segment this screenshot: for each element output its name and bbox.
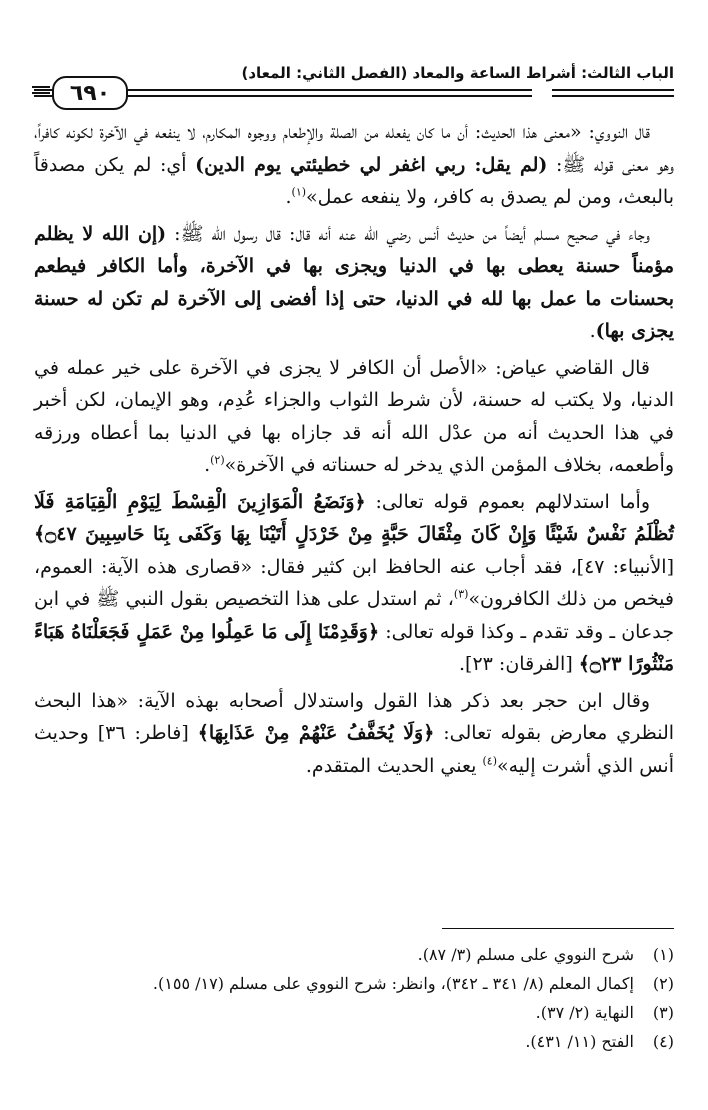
header-rule	[552, 89, 674, 91]
text-run: .	[285, 186, 292, 208]
page-number-ornament	[32, 92, 50, 94]
header-rule	[552, 95, 674, 97]
footnote-ref: (١)	[291, 185, 307, 199]
footnote-number: (٣)	[652, 1003, 674, 1022]
footnote-number: (١)	[652, 945, 674, 964]
footnote-separator	[442, 928, 674, 929]
text-run: أي: لم يكن مصدقاً بالبعث، ومن لم يصدق به كافر، ولا ينفعه عمل»	[34, 153, 674, 208]
text-run: [الأنبياء: ٤٧]، فقد أجاب عنه الحافظ ابن كثير فقال: «قصارى هذه الآية: العموم، فيخص من ذلك الكافرون»	[34, 555, 674, 610]
text-run: [الفرقان: ٢٣].	[459, 653, 579, 675]
footnotes	[34, 940, 674, 1056]
footnote	[34, 940, 674, 969]
quran-verse: ﴿وَلَا يُخَفَّفُ عَنْهُمْ مِنْ عَذَابِهَا﴾	[197, 722, 435, 744]
page-number-ornament	[32, 86, 50, 88]
paragraph	[34, 685, 674, 783]
quran-verse: ﴿وَنَضَعُ الْمَوَازِينَ الْقِسْطَ لِيَوْمِ الْقِيَامَةِ فَلَا تُظْلَمُ نَفْسٌ شَيْئًا وَإِنْ كَانَ مِثْقَالَ حَبَّةٍ مِنْ خَرْدَلٍ أَتَيْنَا بِهَا وَكَفَى بِنَا حَاسِبِينَ ۝٤٧﴾	[34, 490, 674, 545]
text-run: قال القاضي عياض: «الأصل أن الكافر لا يجزى في الآخرة على خير عمله في الدنيا، ولا يكتب له حسنة، لأن شرط الثواب والجزاء عُدِم، وهو الإيمان، لكن أخبر في هذا الحديث أنه من عدْل الله أنه قد جازاه بها في الدنيا بما أعطاه ورزقه وأطعمه، بخلاف المؤمن الذي يدخر له حسناته في الآخرة»	[34, 356, 674, 476]
footnote-text: النهاية (٢/ ٣٧).	[535, 1003, 634, 1022]
paragraph	[34, 116, 674, 214]
footnote	[34, 969, 674, 998]
footnote-number: (٤)	[652, 1032, 674, 1051]
text-run: .	[589, 320, 596, 342]
text-run: وقال ابن حجر بعد ذكر هذا القول واستدلال أصحابه بهذه الآية: «هذا البحث النظري معارض بقوله تعالى:	[34, 689, 675, 744]
text-run: يعني الحديث المتقدم.	[305, 754, 483, 777]
text-run: قال النووي: «معنى هذا الحديث: أن ما كان يفعله من الصلة والإطعام ووجوه المكارم، لا ينفعه في الآخرة لكونه كافراً، وهو معنى قوله ﷺ:	[34, 121, 675, 176]
text-run: .	[204, 454, 211, 476]
paragraph	[34, 486, 674, 681]
footnote-text: إكمال المعلم (٨/ ٣٤١ ـ ٣٤٢)، وانظر: شرح النووي على مسلم (١٧/ ١٥٥).	[152, 974, 634, 993]
footnote-number: (٢)	[652, 974, 674, 993]
footnote-ref: (٣)	[453, 587, 469, 601]
footnote-ref: (٤)	[482, 754, 497, 768]
text-run: [فاطر: ٣٦] وحديث أنس الذي أشرت إليه»	[34, 722, 674, 777]
text-run: وجاء في صحيح مسلم أيضاً من حديث أنس رضي الله عنه أنه قال: قال رسول الله ﷺ:	[166, 222, 650, 245]
footnote	[34, 998, 674, 1027]
page-number: ٦٩٠	[52, 76, 128, 110]
footnote-ref: (٢)	[210, 453, 225, 467]
paragraph	[34, 352, 674, 482]
footnote-text: شرح النووي على مسلم (٣/ ٨٧).	[417, 945, 634, 964]
text-run: وأما استدلالهم بعموم قوله تعالى:	[365, 490, 650, 513]
footnote	[34, 1027, 674, 1056]
paragraph	[34, 218, 674, 348]
page-body	[34, 116, 674, 786]
quran-verse: ﴿وَقَدِمْنَا إِلَى مَا عَمِلُوا مِنْ عَمَلٍ فَجَعَلْنَاهُ هَبَاءً مَنْثُورًا ۝٢٣﴾	[34, 620, 674, 675]
hadith-text: (لم يقل: ربي اغفر لي خطيئتي يوم الدين)	[195, 153, 548, 176]
running-title: الباب الثالث: أشراط الساعة والمعاد (الفصل الثاني: المعاد)	[241, 64, 674, 82]
text-run: ، ثم استدل على هذا التخصيص بقول النبي ﷺ في ابن جدعان ـ وقد تقدم ـ وكذا قوله تعالى:	[34, 588, 674, 643]
hadith-text: (إن الله لا يظلم مؤمناً حسنة يعطى بها في الدنيا ويجزى بها في الآخرة، وأما الكافر فيطعم بحسنات ما عمل بها لله في الدنيا، حتى إذا أفضى إلى الآخرة لم تكن له حسنة يجزى بها)	[34, 222, 674, 342]
page-header	[34, 58, 674, 108]
footnote-text: الفتح (١١/ ٤٣١).	[525, 1032, 634, 1051]
